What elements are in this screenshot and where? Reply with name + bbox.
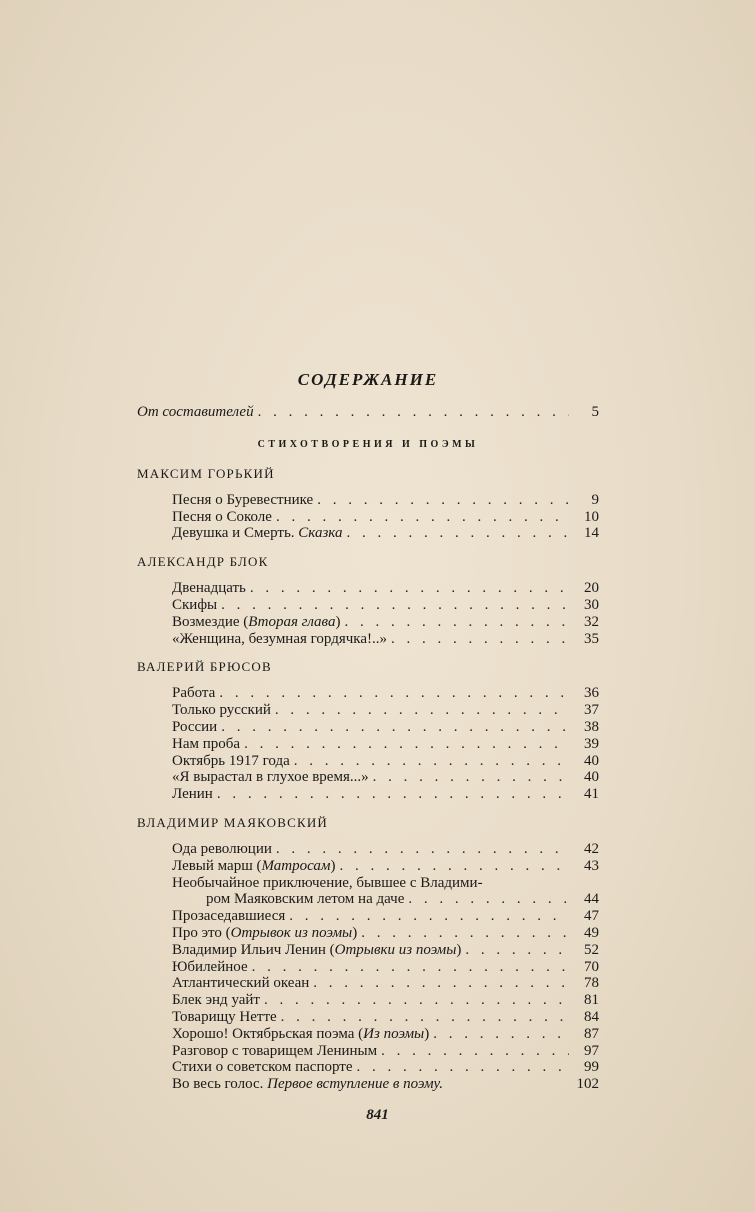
- toc-entry: [172, 753, 599, 770]
- entry-page: 41: [584, 786, 599, 803]
- entry-page: 40: [584, 769, 599, 786]
- author-name: ВАЛЕРИЙ БРЮСОВ: [137, 659, 272, 675]
- toc-entry: [172, 908, 599, 925]
- entry-title-text: Октябрь 1917 года: [172, 752, 290, 769]
- toc-entry: [172, 841, 599, 858]
- toc-entry: [172, 597, 599, 614]
- entry-page: 99: [584, 1059, 599, 1076]
- author-groups: [137, 466, 599, 1093]
- leader-dots: [361, 925, 569, 942]
- leader-dots: [276, 509, 569, 526]
- entry-list: [137, 841, 599, 1093]
- entry-title: [172, 702, 271, 719]
- entry-page: 102: [576, 1076, 599, 1093]
- entry-page: 37: [584, 702, 599, 719]
- leader-dots: [221, 719, 569, 736]
- toc-entry: [172, 685, 599, 702]
- entry-title-text: Блек энд уайт: [172, 992, 260, 1009]
- leader-dots: [252, 959, 569, 976]
- entry-title: [172, 492, 313, 509]
- entry-title-text: Ода революции: [172, 840, 272, 857]
- entry-title-text: России: [172, 718, 218, 735]
- entry-title: [172, 525, 342, 542]
- entry-page: 81: [584, 992, 599, 1009]
- entry-title: [172, 719, 217, 736]
- entry-page: 97: [584, 1042, 599, 1059]
- entry-title-text: Про это (: [172, 924, 231, 941]
- author-group: [137, 554, 599, 647]
- entry-title-text: Скифы: [172, 596, 218, 613]
- leader-dots: [281, 1009, 569, 1026]
- author-name: МАКСИМ ГОРЬКИЙ: [137, 465, 275, 481]
- entry-title-text: Возмездие (: [172, 613, 249, 630]
- leader-dots: [289, 908, 569, 925]
- author-group: [137, 466, 599, 542]
- leader-dots: [408, 891, 569, 908]
- leader-dots: [244, 736, 569, 753]
- entry-title: [172, 614, 340, 631]
- entry-page: 5: [591, 404, 599, 420]
- entry-title: [172, 908, 285, 925]
- entry-subtitle: Отрывки из поэмы: [334, 941, 457, 958]
- entry-title: От составителей: [137, 404, 254, 420]
- entry-title-text: Нам проба: [172, 735, 241, 752]
- entry-subtitle: Матросам: [261, 857, 331, 874]
- entry-suffix: ): [352, 924, 358, 941]
- entry-title: [172, 1043, 377, 1060]
- entry-page: 36: [584, 685, 599, 702]
- leader-dots: [275, 702, 569, 719]
- author-name: АЛЕКСАНДР БЛОК: [137, 554, 269, 570]
- toc-entry: [172, 509, 599, 526]
- entry-page: 38: [584, 718, 599, 735]
- entry-title-text: Ленин: [172, 786, 213, 803]
- entry-page: 32: [584, 613, 599, 630]
- entry-title: [172, 736, 240, 753]
- leader-dots: [258, 404, 569, 421]
- leader-dots: [373, 769, 569, 786]
- entry-title-text: Товарищу Нетте: [172, 1008, 277, 1025]
- leader-dots: [294, 753, 569, 770]
- entry-page: 47: [584, 908, 599, 925]
- toc-entry: [172, 1043, 599, 1060]
- toc-entry: [172, 891, 599, 908]
- leader-dots: [357, 1059, 570, 1076]
- entry-title: [172, 858, 335, 875]
- entry-title: [172, 875, 483, 892]
- toc-entry: [172, 631, 599, 648]
- entry-title-text: Разговор с товарищем Лениным: [172, 1042, 378, 1059]
- entry-page: 14: [584, 525, 599, 542]
- leader-dots: [381, 1043, 569, 1060]
- toc-entry: [172, 1076, 599, 1093]
- toc-entry: [172, 702, 599, 719]
- toc-entry: [172, 858, 599, 875]
- entry-title: [172, 1059, 353, 1076]
- entry-suffix: ): [330, 857, 336, 874]
- entry-title: [172, 597, 217, 614]
- entry-title: [172, 509, 272, 526]
- entry-subtitle: Отрывок из поэмы: [230, 924, 353, 941]
- entry-title: [172, 925, 357, 942]
- entry-title: [172, 975, 309, 992]
- entry-page: 87: [584, 1025, 599, 1042]
- entry-subtitle: Вторая глава: [248, 613, 336, 630]
- toc-entry: [172, 614, 599, 631]
- section-heading: СТИХОТВОРЕНИЯ И ПОЭМЫ: [257, 438, 479, 450]
- entry-title: [172, 841, 272, 858]
- entry-page: 52: [584, 941, 599, 958]
- entry-title-text: Необычайное приключение, бывшее с Владими-: [172, 874, 483, 891]
- leader-dots: [465, 942, 569, 959]
- toc-entry: [172, 959, 599, 976]
- entry-title: [172, 786, 213, 803]
- entry-list: [137, 492, 599, 542]
- entry-subtitle: Из поэмы: [363, 1025, 425, 1042]
- entry-page: 42: [584, 840, 599, 857]
- author-group: [137, 815, 599, 1093]
- entry-title-text: Атлантический океан: [172, 975, 310, 992]
- toc-title: СОДЕРЖАНИЕ: [297, 370, 439, 389]
- entry-title-text: Стихи о советском паспорте: [172, 1059, 353, 1076]
- entry-page: 20: [584, 580, 599, 597]
- entry-subtitle: Сказка: [298, 525, 343, 542]
- entry-page: 10: [584, 508, 599, 525]
- author-group: [137, 659, 599, 803]
- entry-page: 35: [584, 630, 599, 647]
- leader-dots: [221, 597, 569, 614]
- entry-title: [172, 891, 404, 908]
- toc-entry: [172, 992, 599, 1009]
- leader-dots: [433, 1026, 569, 1043]
- toc-entry: [172, 1026, 599, 1043]
- toc-entry: [172, 875, 599, 892]
- leader-dots: [264, 992, 569, 1009]
- toc-entry: [172, 492, 599, 509]
- entry-title: [172, 631, 387, 648]
- entry-page: 30: [584, 596, 599, 613]
- entry-title-text: «Женщина, безумная гордячка!..»: [172, 630, 388, 647]
- toc-entry: [172, 1009, 599, 1026]
- entry-title-text: Только русский: [172, 702, 271, 719]
- author-name: ВЛАДИМИР МАЯКОВСКИЙ: [137, 814, 329, 830]
- entry-page: 40: [584, 752, 599, 769]
- entry-title: [172, 580, 246, 597]
- toc-entry: [172, 769, 599, 786]
- entry-page: 43: [584, 857, 599, 874]
- entry-title: [172, 769, 369, 786]
- entry-page: 78: [584, 975, 599, 992]
- entry-page: 39: [584, 735, 599, 752]
- leader-dots: [346, 525, 569, 542]
- entry-title: [172, 1026, 429, 1043]
- toc-entry: [172, 1059, 599, 1076]
- leader-dots: [250, 580, 569, 597]
- toc-entry: [172, 525, 599, 542]
- leader-dots: [317, 492, 569, 509]
- entry-page: 84: [584, 1008, 599, 1025]
- toc-entry: [172, 719, 599, 736]
- toc-entry: [172, 580, 599, 597]
- entry-page: 49: [584, 924, 599, 941]
- entry-title-text: «Я вырастал в глухое время...»: [172, 769, 369, 786]
- entry-title-text: Песня о Соколе: [172, 508, 272, 525]
- entry-title-text: Работа: [172, 685, 216, 702]
- entry-title: [172, 959, 248, 976]
- entry-title-text: Прозаседавшиеся: [172, 908, 286, 925]
- entry-suffix: ): [456, 941, 462, 958]
- toc-intro-entry: [137, 404, 599, 421]
- entry-title: [172, 1009, 277, 1026]
- entry-title-text: Владимир Ильич Ленин (: [172, 941, 335, 958]
- toc-entry: [172, 736, 599, 753]
- entry-title: [172, 942, 461, 959]
- entry-subtitle: Первое вступление в поэму.: [267, 1076, 444, 1093]
- page-number: 841: [366, 1107, 389, 1123]
- entry-title: [172, 685, 215, 702]
- table-of-contents: [137, 370, 599, 1105]
- entry-title-text: Песня о Буревестнике: [172, 491, 314, 508]
- entry-title-text: Хорошо! Октябрьская поэма (: [172, 1025, 364, 1042]
- entry-title-text: Во весь голос.: [172, 1076, 268, 1093]
- entry-title-text: Двенадцать: [172, 580, 246, 597]
- entry-title-text: Левый марш (: [172, 857, 262, 874]
- entry-list: [137, 580, 599, 647]
- leader-dots: [217, 786, 569, 803]
- entry-list: [137, 685, 599, 803]
- leader-dots: [219, 685, 569, 702]
- entry-title-text: Юбилейное: [172, 958, 248, 975]
- leader-dots: [276, 841, 569, 858]
- leader-dots: [391, 631, 569, 648]
- entry-title: [172, 992, 260, 1009]
- toc-entry: [172, 942, 599, 959]
- toc-entry: [172, 975, 599, 992]
- entry-title: [172, 753, 290, 770]
- toc-entry: [172, 786, 599, 803]
- entry-page: 70: [584, 958, 599, 975]
- toc-entry: [172, 925, 599, 942]
- leader-dots: [344, 614, 569, 631]
- leader-dots: [339, 858, 569, 875]
- entry-title-text: Девушка и Смерть.: [172, 525, 299, 542]
- entry-suffix: ): [335, 613, 341, 630]
- entry-page: 44: [584, 891, 599, 908]
- entry-title: [172, 1076, 443, 1093]
- entry-title-text: ром Маяковским летом на даче: [206, 891, 405, 908]
- entry-page: 9: [591, 491, 599, 508]
- leader-dots: [313, 975, 569, 992]
- entry-suffix: ): [424, 1025, 430, 1042]
